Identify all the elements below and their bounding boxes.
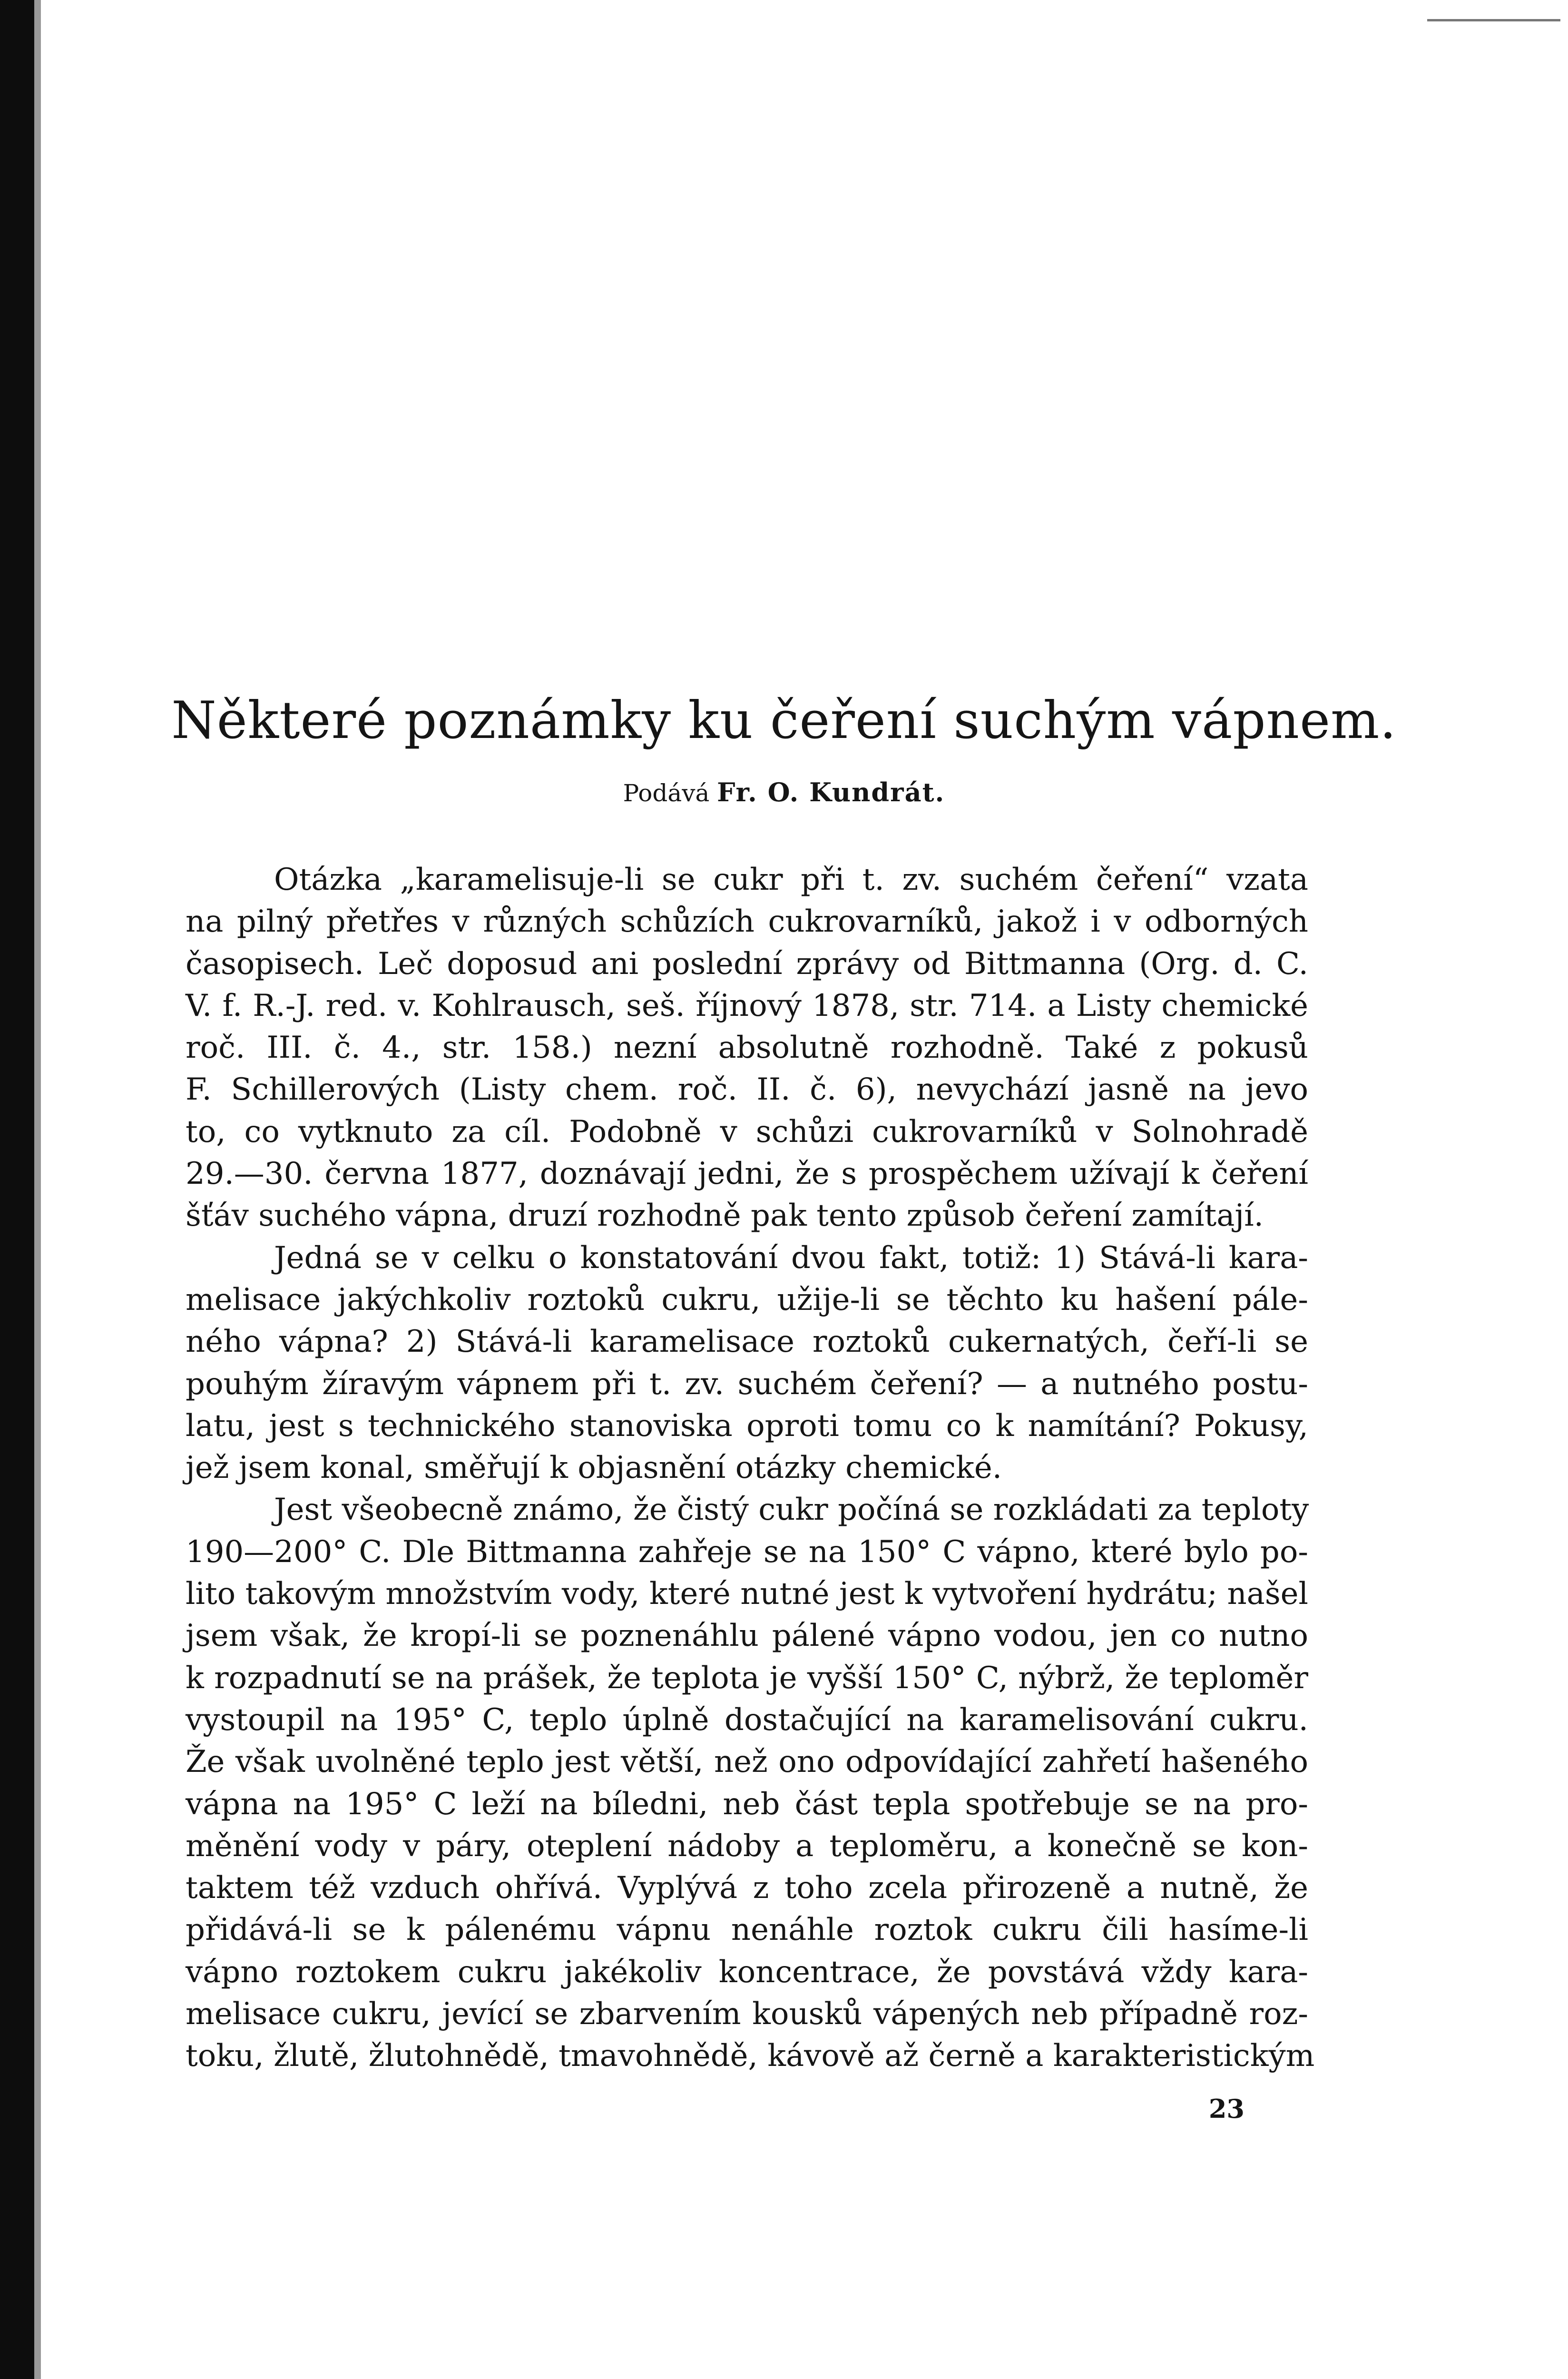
text-line: jež jsem konal, směřují k objasnění otázky chemické. <box>186 1450 1002 1486</box>
book-spine-edge <box>34 0 41 2379</box>
text-line: latu, jest s technického stanoviska oproti tomu co k namítání? Pokusy, <box>186 1408 1308 1444</box>
text-line: 190—200° C. Dle Bittmanna zahřeje se na 150° C vápno, které bylo po- <box>186 1534 1308 1570</box>
text-line: k rozpadnutí se na prášek, že teplota je vyšší 150° C, nýbrž, že teploměr <box>186 1660 1308 1696</box>
text-line: Jedná se v celku o konstatování dvou fakt, totiž: 1) Stává-li kara- <box>274 1240 1308 1276</box>
text-line: Otázka „karamelisuje-li se cukr při t. zv. suchém čeření“ vzata <box>274 862 1308 897</box>
text-line: Jest všeobecně známo, že čistý cukr počíná se rozkládati za teploty <box>274 1492 1309 1528</box>
text-line: taktem též vzduch ohřívá. Vyplývá z toho zcela přirozeně a nutně, že <box>186 1870 1308 1906</box>
page-number: 23 <box>1208 2094 1245 2124</box>
text-line: Že však uvolněné teplo jest větší, než ono odpovídající zahřetí hašeného <box>186 1744 1308 1780</box>
text-line: F. Schillerových (Listy chem. roč. II. č. 6), nevychází jasně na jevo <box>186 1072 1308 1108</box>
text-line: vápna na 195° C leží na bíledni, neb část tepla spotřebuje se na pro- <box>186 1786 1308 1822</box>
text-line: roč. III. č. 4., str. 158.) nezní absolutně rozhodně. Také z pokusů <box>186 1030 1308 1066</box>
text-line: časopisech. Leč doposud ani poslední zprávy od Bittmanna (Org. d. C. <box>186 946 1308 982</box>
text-line: lito takovým množstvím vody, které nutné jest k vytvoření hydrátu; našel <box>186 1576 1308 1612</box>
text-line: toku, žlutě, žlutohnědě, tmavohnědě, kávově až černě a karakteristickým <box>186 2038 1315 2074</box>
text-line: ného vápna? 2) Stává-li karamelisace roztoků cukernatých, čeří-li se <box>186 1324 1308 1360</box>
text-line: šťáv suchého vápna, druzí rozhodně pak tento způsob čeření zamítají. <box>186 1198 1264 1234</box>
byline-prefix: Podává <box>623 779 710 807</box>
text-line: 29.—30. června 1877, doznávají jedni, že s prospěchem užívají k čeření <box>186 1156 1308 1192</box>
text-line: melisace cukru, jevící se zbarvením kousků vápených neb případně roz- <box>186 1996 1308 2032</box>
text-line: vystoupil na 195° C, teplo úplně dostačující na karamelisování cukru. <box>186 1702 1308 1738</box>
book-spine-shadow <box>0 0 34 2379</box>
text-line: jsem však, že kropí-li se poznenáhlu pálené vápno vodou, jen co nutno <box>186 1618 1308 1654</box>
text-line: vápno roztokem cukru jakékoliv koncentrace, že povstává vždy kara- <box>186 1954 1308 1990</box>
text-line: pouhým žíravým vápnem při t. zv. suchém čeření? — a nutného postu- <box>186 1366 1308 1402</box>
author-name: Fr. O. Kundrát. <box>717 777 945 807</box>
text-line: měnění vody v páry, oteplení nádoby a teploměru, a konečně se kon- <box>186 1828 1308 1864</box>
text-line: přidává-li se k pálenému vápnu nenáhle roztok cukru čili hasíme-li <box>186 1912 1308 1948</box>
byline <box>0 776 1568 810</box>
text-line: to, co vytknuto za cíl. Podobně v schůzi cukrovarníků v Solnohradě <box>186 1114 1308 1150</box>
body-text <box>186 859 1315 2077</box>
text-line: melisace jakýchkoliv roztoků cukru, užije-li se těchto ku hašení pále- <box>186 1282 1308 1317</box>
text-line: V. f. R.-J. red. v. Kohlrausch, seš. říjnový 1878, str. 714. a Listy chemické <box>186 988 1308 1023</box>
article-title: Některé poznámky ku čeření suchým vápnem. <box>171 691 1397 750</box>
corner-scan-mark <box>1427 19 1560 21</box>
text-line: na pilný přetřes v různých schůzích cukrovarníků, jakož i v odborných <box>186 904 1308 940</box>
